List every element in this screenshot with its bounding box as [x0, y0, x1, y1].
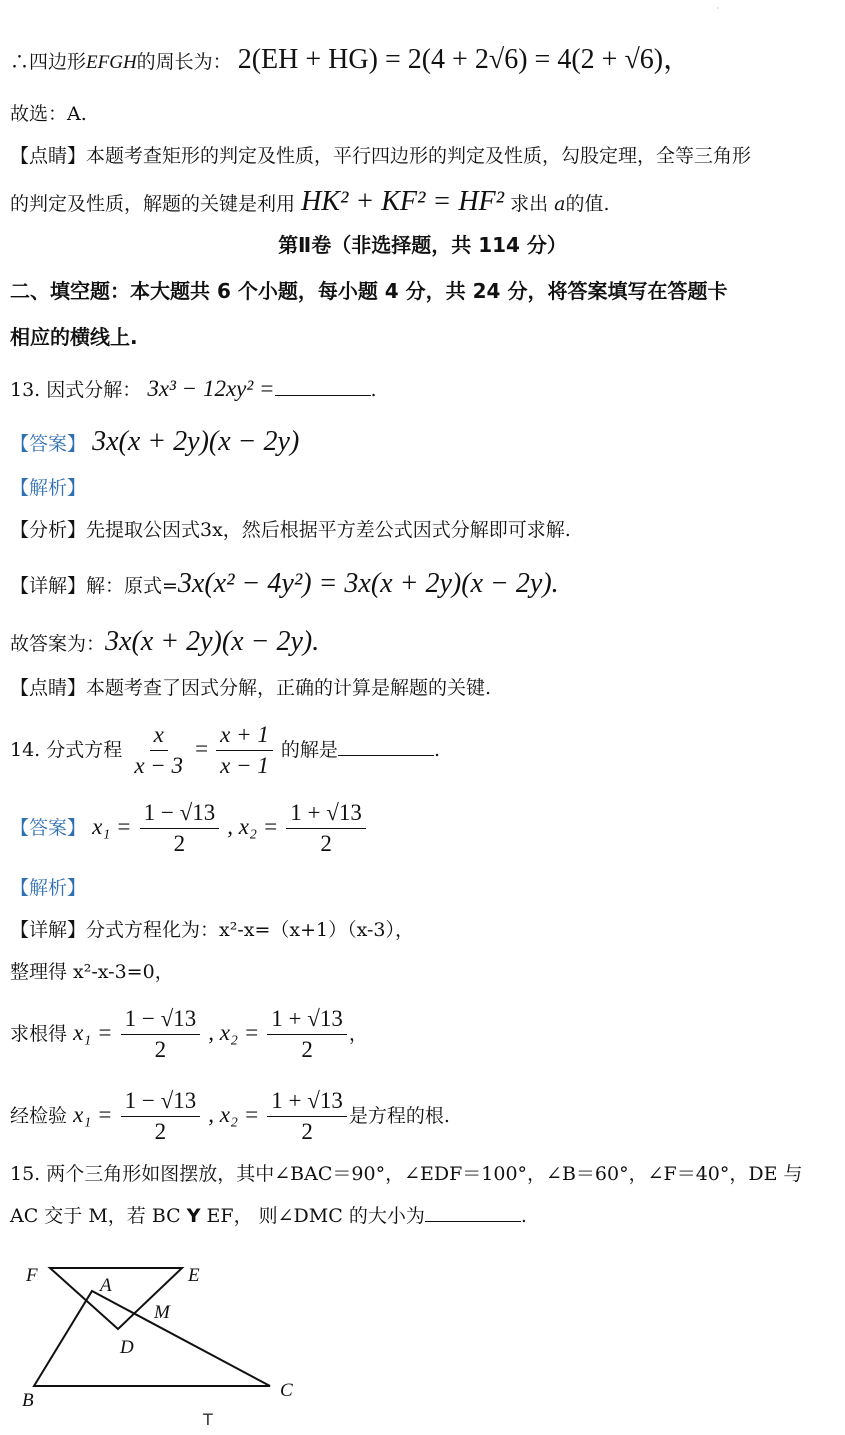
- q14-roots-num1: 1 − √13: [121, 1006, 201, 1035]
- q13-stem-text: 因式分解：: [46, 379, 142, 401]
- comment1-line-a: 【点睛】本题考查矩形的判定及性质，平行四边形的判定及性质，勾股定理，全等三角形: [10, 145, 752, 167]
- q15-line-b-prefix: AC 交于 M，若 BC: [10, 1205, 181, 1227]
- q13-analysis-tag: 【解析】: [10, 477, 87, 499]
- choice-line: 故选：A.: [10, 103, 87, 125]
- triangle-figure: [20, 1255, 320, 1425]
- label-d: D: [120, 1337, 134, 1358]
- q14-number: 14.: [10, 738, 41, 761]
- q14-check-frac2: [267, 1088, 347, 1146]
- comment1-var: a: [554, 193, 566, 215]
- q13-fenxi: 【分析】先提取公因式3x，然后根据平方差公式因式分解即可求解.: [10, 519, 571, 541]
- q15-line-a: 15. 两个三角形如图摆放，其中∠BAC＝90°，∠EDF＝100°，∠B＝60°，∠F＝40°，DE 与: [10, 1163, 803, 1185]
- q14-roots-frac2: [267, 1006, 347, 1064]
- q14-lhs-den: x − 3: [134, 753, 184, 779]
- q14-answer-frac1: [140, 800, 220, 858]
- perimeter-middle: 的周长为：: [136, 51, 232, 73]
- q14-rhs-num: x + 1: [216, 722, 273, 751]
- q14-tidy: 整理得 x²-x-3=0，: [10, 961, 174, 983]
- q13-detail: [10, 568, 559, 600]
- label-m: M: [154, 1302, 170, 1323]
- q14-stem-text: 分式方程: [46, 738, 123, 761]
- q14-check-den2: 2: [301, 1119, 313, 1145]
- q14-answer-den2: 2: [320, 831, 332, 857]
- triangle-abc: [34, 1291, 270, 1386]
- q13-final-prefix: 故答案为：: [10, 633, 106, 655]
- q14-stem: 14. 分式方程 $\frac{x}{x - 3}$ = $\frac{x + 1}{x - 1}$ 的解是 .: [10, 722, 440, 779]
- q14-answer-frac2: [286, 800, 366, 858]
- perimeter-prefix: ∴四边形: [10, 51, 87, 73]
- q13-final: [10, 626, 319, 658]
- q13-comment: 【点睛】本题考查了因式分解，正确的计算是解题的关键.: [10, 677, 492, 699]
- q15-line-b-mid: EF， 则∠DMC 的大小为: [206, 1205, 425, 1227]
- q14-roots-end: ，: [348, 1022, 368, 1045]
- q13-blank: [275, 395, 371, 396]
- q14-answer-x1: x₁ =: [92, 813, 132, 839]
- q14-roots: [10, 1006, 368, 1064]
- stray-mark: T: [203, 1410, 213, 1425]
- parallel-glyph: Y: [186, 1205, 201, 1227]
- q14-roots-sep: , x₂ =: [208, 1019, 260, 1045]
- q14-rhs-den: x − 1: [220, 753, 269, 779]
- q13-end: .: [370, 379, 377, 401]
- q14-detail: 【详解】分式方程化为：x²-x=（x+1）（x-3），: [10, 919, 415, 941]
- perimeter-line: [10, 44, 691, 76]
- q14-answer-sep: , x₂ =: [227, 813, 279, 839]
- q14-check-num1: 1 − √13: [121, 1088, 201, 1117]
- q15-line-b-end: .: [520, 1205, 527, 1227]
- q14-check-x1: x₁ =: [73, 1101, 113, 1127]
- q14-end: .: [433, 738, 440, 761]
- q13-answer-expr: 3x(x + 2y)(x − 2y): [92, 426, 300, 457]
- q14-stem-end: 的解是: [280, 738, 338, 761]
- q13-detail-expr: 3x(x² − 4y²) = 3x(x + 2y)(x − 2y).: [177, 568, 559, 599]
- q13-answer: [10, 426, 299, 458]
- q14-answer-den1: 2: [173, 831, 186, 857]
- q14-roots-num2: 1 + √13: [267, 1006, 347, 1035]
- q14-check-frac1: [121, 1088, 201, 1146]
- q14-check-num2: 1 + √13: [267, 1088, 347, 1117]
- q14-check-prefix: 经检验: [10, 1104, 68, 1127]
- q14-answer-num2: 1 + √13: [286, 800, 366, 829]
- q14-roots-prefix: 求根得: [10, 1022, 68, 1045]
- section-title-a: 二、填空题：本大题共 6 个小题，每小题 4 分，共 24 分，将答案填写在答题卡: [10, 279, 728, 303]
- label-b: B: [22, 1390, 34, 1411]
- q14-check-end: 是方程的根.: [348, 1104, 450, 1127]
- q13-number: 13.: [10, 379, 41, 401]
- label-e: E: [188, 1265, 200, 1286]
- q14-analysis-tag: 【解析】: [10, 877, 87, 899]
- shape-name: EFGH: [86, 52, 137, 73]
- q14-lhs-num: x: [150, 722, 168, 751]
- q14-rhs-fraction: [216, 722, 273, 780]
- q13-detail-prefix: 【详解】解：原式=: [10, 575, 178, 597]
- q14-roots-den1: 2: [154, 1037, 167, 1063]
- q14-check-den1: 2: [154, 1119, 167, 1145]
- q13-expr: 3x³ − 12xy² =: [147, 376, 275, 401]
- section-title-b: 相应的横线上.: [10, 325, 138, 349]
- q14-blank: [338, 755, 434, 756]
- q14-roots-x1: x₁ =: [73, 1019, 113, 1045]
- comment1-prefix: 的判定及性质，解题的关键是利用: [10, 193, 296, 215]
- q15-line-b: [10, 1206, 527, 1228]
- q14-roots-den2: 2: [301, 1037, 313, 1063]
- comment1-suffix: 求出: [510, 193, 549, 215]
- comment1-end: 的值.: [565, 193, 610, 215]
- scan-dot: ·: [716, 4, 719, 13]
- q14-roots-frac1: [121, 1006, 201, 1064]
- comment1-line-b: [10, 186, 610, 218]
- q14-answer-num1: 1 − √13: [140, 800, 220, 829]
- perimeter-formula: 2(EH + HG) = 2(4 + 2√6) = 4(2 + √6)，: [237, 44, 692, 75]
- q14-answer-tag: 【答案】: [10, 816, 87, 839]
- q14-lhs-fraction: [130, 722, 187, 780]
- comment1-formula: HK² + KF² = HF²: [301, 186, 505, 217]
- q13-stem: [10, 376, 377, 402]
- q13-final-expr: 3x(x + 2y)(x − 2y).: [105, 626, 320, 657]
- q14-answer: [10, 800, 368, 858]
- label-c: C: [280, 1380, 293, 1401]
- part-title: 第Ⅱ卷（非选择题，共 114 分）: [278, 233, 567, 257]
- q14-check: [10, 1088, 450, 1146]
- label-f: F: [26, 1265, 38, 1286]
- q14-check-sep: , x₂ =: [208, 1101, 260, 1127]
- q13-answer-tag: 【答案】: [10, 433, 87, 455]
- label-a: A: [100, 1275, 112, 1296]
- q15-blank: [425, 1221, 521, 1222]
